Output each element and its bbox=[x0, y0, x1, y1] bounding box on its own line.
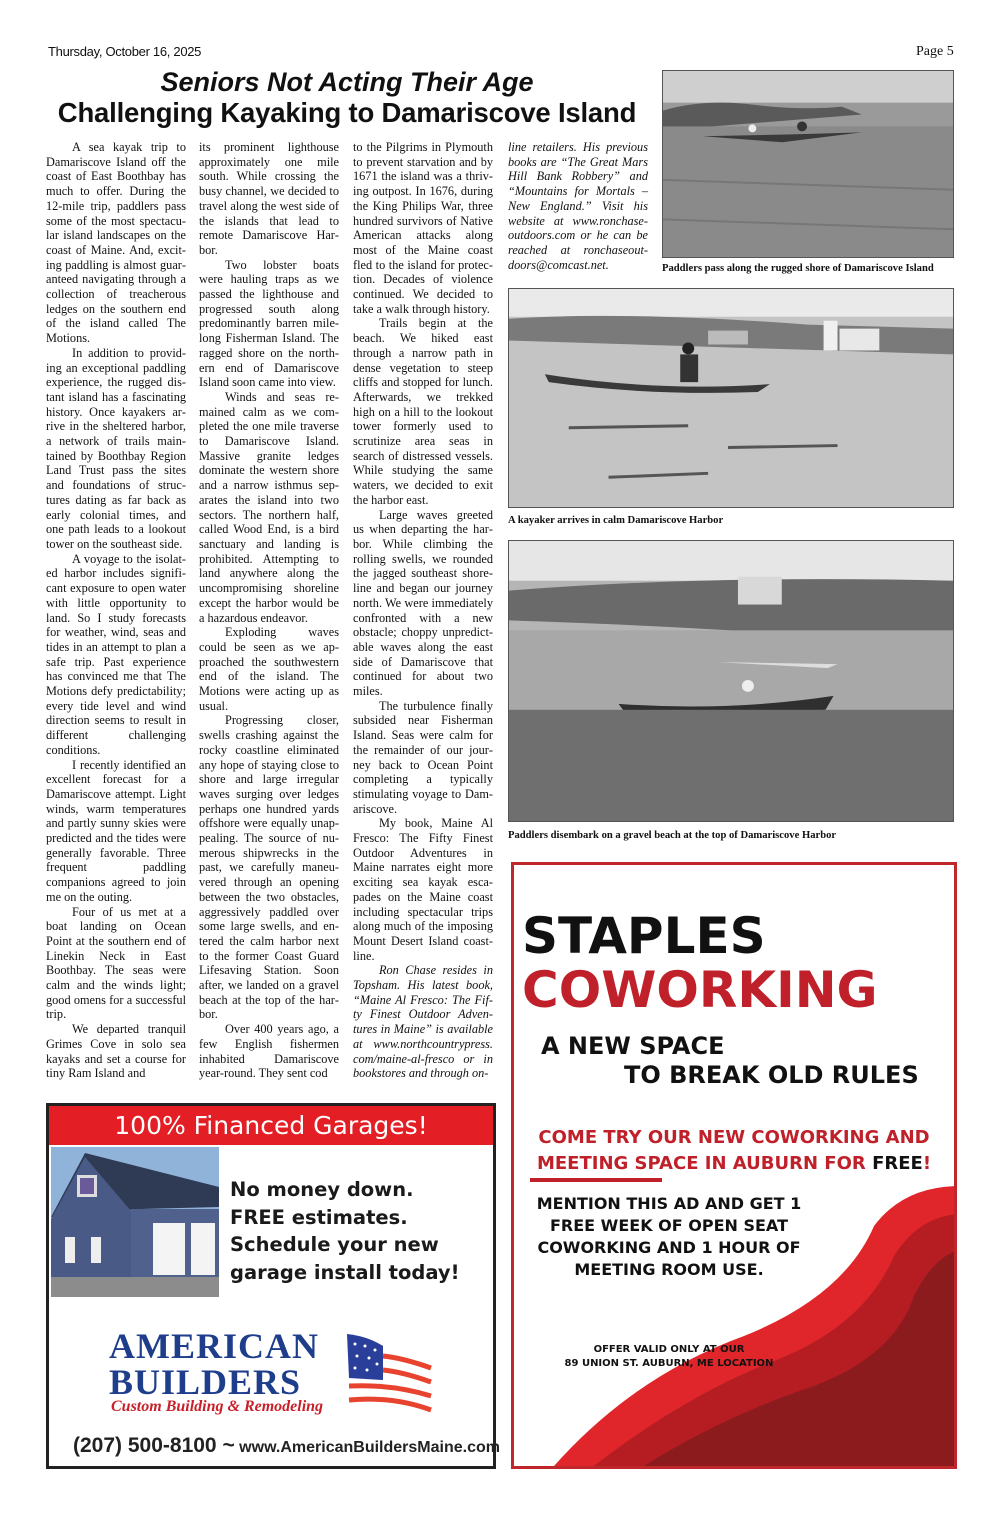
ad-offer-location bbox=[524, 1343, 814, 1371]
photo-paddlers-rugged-shore bbox=[662, 70, 954, 258]
page-number: Page 5 bbox=[916, 44, 954, 59]
ad-title-coworking: COWORKING bbox=[522, 961, 878, 1019]
article-paragraph: A sea kayak trip to Damariscove Island off the coast of East Boothbay has much to offer. During the 12-mile trip, paddlers pass some of the most spectacular island landscapes on the coast of Maine. And, exciting paddling is almost guaranteed navigating through a collection of treacherous ledges on the southern end of the island called The Motions. bbox=[46, 140, 186, 346]
ad-staples-coworking[interactable] bbox=[511, 862, 957, 1469]
article-paragraph: In addition to providing an exceptional paddling experience, the rugged distant island has a fascinating history. Once kayakers arrive in the sheltered harbor, a network of trails maintained by Boothbay Region Land Trust pass the sites and foundations of structures dating as far back as early colonial times, and one path leads to a lookout tower on the southeast side. bbox=[46, 345, 186, 551]
ad-line: garage install today! bbox=[230, 1260, 460, 1284]
article-paragraph: Four of us met at a boat landing on Ocean Point at the southern end of Linekin Neck in East Boothbay. The seas were calm and the winds light; good omens for a successful trip. bbox=[46, 904, 186, 1022]
offer-line: OFFER VALID ONLY AT OUR bbox=[593, 1344, 745, 1355]
logo-builders: BUILDERS bbox=[109, 1362, 302, 1402]
article-paragraph: We departed tranquil Grimes Cove in solo sea kayaks and set a course for tiny Ram Island and bbox=[46, 1022, 186, 1081]
article-paragraph: Over 400 years ago, a few English fishermen inhabited Damariscove year-round. They sent cod bbox=[199, 1022, 339, 1081]
invite-text: COME TRY OUR NEW COWORKING AND MEETING SPACE IN AUBURN FOR bbox=[536, 1127, 930, 1174]
logo-tagline: Custom Building & Remodeling bbox=[111, 1398, 324, 1415]
offer-line: 89 UNION ST. AUBURN, ME LOCATION bbox=[564, 1358, 774, 1369]
photo-gravel-beach bbox=[508, 540, 954, 822]
article-paragraph: Two lobster boats were hauling traps as we passed the lighthouse and progressed south along predominantly barren mile-long Fisherman Island. The ragged shore on the northern end of Damariscove Island soon came into view. bbox=[199, 257, 339, 390]
logo-american: AMERICAN bbox=[109, 1326, 319, 1366]
article-paragraph: Trails begin at the beach. We hiked east through a narrow path in dense vegetation to steep cliffs and stopped for lunch. Afterwards, we trekked high on a hill to the lookout tower formerly used to scrutinize area seas in search of distressed vessels. While studying the same waters, we decided to exit the harbor east. bbox=[353, 316, 493, 507]
article-paragraph: My book, Maine Al Fresco: The Fifty Finest Outdoor Adventures in Maine narrates eight more exciting sea kayak escapades on the Maine coast including spectacular trips along much of the imposing Mount Desert Island coastline. bbox=[353, 816, 493, 963]
us-flag-icon bbox=[343, 1334, 433, 1416]
article-column-4 bbox=[508, 140, 648, 272]
ad-copy bbox=[230, 1176, 460, 1286]
article-paragraph: The turbulence finally subsided near Fisherman Island. Seas were calm for the remainder of our journey back to Ocean Point completing a typically stimulating voyage to Damariscove. bbox=[353, 698, 493, 816]
photo-caption: Paddlers pass along the rugged shore of Damariscove Island bbox=[662, 263, 934, 274]
ad-banner: 100% Financed Garages! bbox=[49, 1106, 493, 1145]
garage-photo bbox=[51, 1147, 219, 1297]
article-paragraph: line retailers. His previous books are “The Great Mars Hill Bank Robbery” and “Mountains for Mortals – New England.” Visit his website at www.ronchaseoutdoors.com or he can be reached at ronchaseoutdoors@comcast.net. bbox=[508, 140, 648, 272]
photo-kayaker-calm-harbor bbox=[508, 288, 954, 508]
exclamation: ! bbox=[922, 1153, 932, 1174]
article-paragraph: to the Pilgrims in Plymouth to prevent starvation and by 1671 the island was a thriving outpost. In 1676, during the King Philips War, three hundred survivors of Native American attacks along most of the Maine coast fled to the island for protection. Decades of violence continued. We decided to take a walk through history. bbox=[353, 140, 493, 316]
ad-subtitle-line-2: TO BREAK OLD RULES bbox=[624, 1061, 919, 1089]
ad-line: Schedule your new bbox=[230, 1233, 439, 1256]
ad-american-builders[interactable] bbox=[46, 1103, 500, 1469]
article-paragraph: Progressing closer, swells crashing against the rocky coastline eliminated any hope of staying close to shore and large irregular waves surging over ledges perhaps one hundred yards offshore were equally unappealing. The source of numerous shipwrecks in the past, we carefully maneuvered through an opening between the two obstacles, aggressively paddled over some large swells, and entered the calm harbor next to the former Coast Guard Lifesaving Station. Soon after, we landed on a gravel beach at the top of the harbor. bbox=[199, 713, 339, 1022]
article-paragraph: I recently identified an excellent forecast for a Damariscove attempt. Light winds, warm temperatures and partly sunny skies were predicted and the tides were generally favorable. Three frequent paddling companions agreed to join me on the outing. bbox=[46, 757, 186, 904]
article-column-3 bbox=[353, 140, 493, 1081]
photo-caption: Paddlers disembark on a gravel beach at the top of Damariscove Harbor bbox=[508, 830, 837, 841]
article-kicker: Seniors Not Acting Their Age bbox=[160, 67, 534, 97]
ad-line: FREE estimates. bbox=[230, 1205, 408, 1229]
ad-invitation bbox=[524, 1125, 944, 1177]
article-paragraph: A voyage to the isolated harbor includes significant exposure to open water with little opportunity to land. So I study forecasts for weather, wind, seas and tides in an attempt to plan a safe trip. Past experience has convinced me that The Motions defy predictability; every tide level and wind direction seems to result in different challenging conditions. bbox=[46, 551, 186, 757]
article-headline: Challenging Kayaking to Damariscove Island bbox=[57, 97, 637, 128]
free-text: FREE bbox=[872, 1153, 923, 1174]
website-link[interactable]: www.AmericanBuildersMaine.com bbox=[239, 1439, 500, 1456]
article-paragraph: Large waves greeted us when departing the harbor. While climbing the rolling swells, we rounded the jagged southeast shoreline and began our journey north. We were immediately confronted with a new obstacle; choppy unpredictable waves along the east side of Damariscove that continued for about two miles. bbox=[353, 507, 493, 699]
issue-date: Thursday, October 16, 2025 bbox=[48, 44, 202, 59]
ad-subtitle-line-1: A NEW SPACE bbox=[541, 1032, 725, 1060]
article-column-2 bbox=[199, 140, 339, 1081]
article-paragraph: Winds and seas remained calm as we completed the one mile traverse to Damariscove Island. Massive granite ledges dominate the western shore and a narrow isthmus separates the island into two sectors. The northern half, called Wood End, is a bird sanctuary and landing is prohibited. Attempting to land anywhere along the uncompromising shoreline except the harbor would be a hazardous endeavor. bbox=[199, 389, 339, 625]
photo-caption: A kayaker arrives in calm Damariscove Harbor bbox=[508, 515, 724, 526]
article-paragraph: Exploding waves could be seen as we approached the southwestern end of the island. The Motions were acting up as usual. bbox=[199, 625, 339, 713]
article-paragraph: Ron Chase resides in Topsham. His latest book, “Maine Al Fresco: The Fifty Finest Outdoor Adventures in Maine” is available at www.northcountrypress. com/maine-al-fresco or in bookstores and through on- bbox=[353, 963, 493, 1081]
article-column-1 bbox=[46, 140, 186, 1081]
divider bbox=[530, 1178, 662, 1182]
ad-title-staples: STAPLES bbox=[522, 907, 766, 965]
ad-contact bbox=[73, 1434, 500, 1458]
ad-line: No money down. bbox=[230, 1178, 414, 1201]
article-paragraph: its prominent lighthouse approximately one mile south. While crossing the busy channel, we decided to travel along the west side of the islands that lead to remote Damariscove Harbor. bbox=[199, 140, 339, 257]
phone-number[interactable]: (207) 500-8100 ~ bbox=[73, 1434, 235, 1457]
ad-offer-details: MENTION THIS AD AND GET 1 FREE WEEK OF OPEN SEAT COWORKING AND 1 HOUR OF MEETING ROOM USE. bbox=[536, 1194, 802, 1279]
